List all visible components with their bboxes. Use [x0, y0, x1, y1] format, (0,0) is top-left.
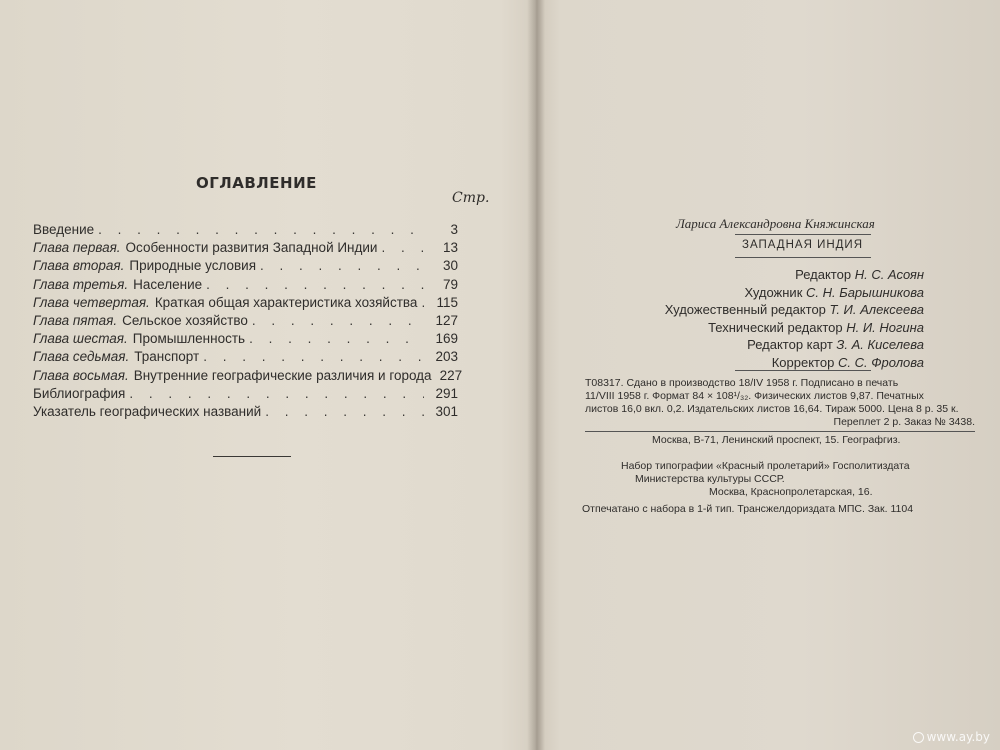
toc-item-page: 169: [435, 331, 458, 347]
toc-item: [33, 349, 458, 367]
toc-leader-dots: [249, 331, 424, 346]
toc-item-title: Особенности развития Западной Индии: [125, 240, 378, 256]
toc-item: [33, 404, 458, 422]
toc-leader-dots: [260, 258, 424, 273]
toc-item-title: Указатель географических названий: [33, 403, 262, 419]
toc-item-chapter: Глава седьмая.: [33, 349, 130, 365]
credit-line: [640, 319, 924, 337]
title-rule-bottom: [735, 257, 871, 258]
toc-item-title: Библиография: [33, 385, 126, 401]
credit-role: Художественный редактор: [664, 302, 826, 317]
typesetting-line: Набор типографии «Красный пролетарий» Госполитиздата: [621, 460, 910, 472]
toc-item-chapter: Глава вторая.: [33, 258, 125, 274]
credit-person: С. Н. Барышникова: [806, 284, 924, 300]
toc-item-page: 3: [450, 222, 458, 237]
toc-item-chapter: Глава восьмая.: [33, 367, 129, 383]
watermark-logo-icon: [913, 732, 924, 743]
toc-list: [33, 222, 463, 422]
toc-item: [33, 386, 458, 404]
toc-item-chapter: Глава третья.: [33, 276, 129, 292]
credit-line: [640, 266, 924, 284]
toc-item-title: Внутренние географические различия и города: [133, 367, 432, 383]
toc-leader-dots: [252, 313, 424, 328]
toc-leader-dots: [203, 349, 424, 364]
toc-item: [33, 277, 458, 295]
toc-item-title: Промышленность: [132, 331, 246, 347]
closing-rule: [213, 456, 291, 457]
toc-item-page: 203: [435, 349, 458, 365]
toc-item-chapter: Глава первая.: [33, 240, 121, 256]
toc-item-title: Транспорт: [134, 349, 200, 365]
credit-role: Технический редактор: [708, 319, 843, 335]
toc-heading: ОГЛАВЛЕНИЕ: [196, 174, 317, 192]
book-title: ЗАПАДНАЯ ИНДИЯ: [742, 239, 863, 251]
toc-leader-dots: [421, 295, 424, 310]
toc-item: [33, 313, 458, 331]
toc-item-title: Сельское хозяйство: [122, 312, 248, 328]
credit-line: [640, 301, 924, 319]
credit-role: Редактор: [795, 267, 852, 282]
toc-item: [33, 331, 458, 349]
toc-item-page: 79: [442, 276, 458, 292]
toc-item: [33, 240, 458, 258]
toc-leader-dots: [129, 386, 424, 401]
toc-leader-dots: [206, 277, 424, 292]
credit-person: Н. С. Асоян: [854, 267, 924, 282]
watermark-text: www.ay.by: [926, 730, 990, 744]
site-watermark: [913, 730, 990, 744]
publisher-address: [652, 434, 1000, 447]
credit-role: Редактор карт: [747, 337, 833, 352]
toc-item-chapter: Глава шестая.: [33, 331, 128, 347]
credit-person: Н. И. Ногина: [846, 319, 924, 335]
toc-item-page: 13: [442, 240, 458, 256]
credit-role: Корректор: [771, 354, 835, 370]
imprint-line: Т08317. Сдано в производство 18/IV 1958 г. Подписано в печать: [585, 377, 899, 389]
credit-person: З. А. Киселева: [836, 337, 924, 352]
typesetting-line: Москва, Краснопролетарская, 16.: [709, 486, 873, 498]
toc-item-page: 291: [435, 385, 458, 401]
toc-leader-dots: [381, 240, 424, 255]
toc-item-page: 227: [439, 367, 463, 383]
toc-item-title: Краткая общая характеристика хозяйства: [154, 294, 418, 310]
credit-person: Т. И. Алексеева: [829, 302, 924, 317]
toc-item-title: Природные условия: [129, 258, 257, 274]
credit-line: [640, 354, 924, 372]
toc-leader-dots: [265, 404, 424, 419]
author-name: Лариса Александровна Княжинская: [676, 216, 875, 231]
toc-item-title: Введение: [33, 222, 95, 237]
toc-item-chapter: Глава пятая.: [33, 312, 118, 328]
toc-item: [33, 222, 458, 240]
credit-line: [640, 336, 924, 354]
toc-item-title: Население: [133, 276, 203, 292]
imprint-line: 11/VIII 1958 г. Формат 84 × 108¹/₃₂. Физических листов 9,87. Печатных: [585, 390, 924, 402]
credits-block: [640, 266, 924, 371]
typesetting-line: Министерства культуры СССР.: [635, 473, 785, 485]
toc-item-chapter: Глава четвертая.: [33, 294, 150, 310]
toc-item: [33, 367, 463, 386]
printed-line: Отпечатано с набора в 1-й тип. Трансжелдориздата МПС. Зак. 1104: [582, 503, 914, 515]
credit-person: С. С. Фролова: [837, 354, 924, 370]
credit-line: [640, 284, 924, 302]
typesetting-block: [621, 460, 1000, 499]
toc-item-page: 301: [435, 403, 458, 419]
toc-item-page: 115: [436, 294, 458, 310]
imprint-rule: [585, 431, 975, 432]
imprint-line: листов 16,0 вкл. 0,2. Издательских листов 16,64. Тираж 5000. Цена 8 р. 35 к.: [585, 403, 959, 415]
toc-item: [33, 258, 458, 276]
toc-item-page: 127: [435, 312, 458, 328]
credits-rule: [735, 370, 871, 371]
title-rule-top: [735, 234, 871, 235]
toc-item-page: 30: [442, 258, 458, 274]
right-page: [545, 0, 1000, 750]
printed-by: [582, 503, 982, 516]
toc-pages-label: Стр.: [452, 190, 490, 206]
imprint-line: Переплет 2 р. Заказ № 3438.: [833, 416, 975, 428]
toc-leader-dots: [98, 222, 424, 237]
credit-role: Художник: [744, 284, 803, 300]
publisher-address-line: Москва, В-71, Ленинский проспект, 15. Географгиз.: [652, 434, 901, 446]
imprint-block: [585, 377, 975, 429]
toc-item: [33, 295, 458, 313]
